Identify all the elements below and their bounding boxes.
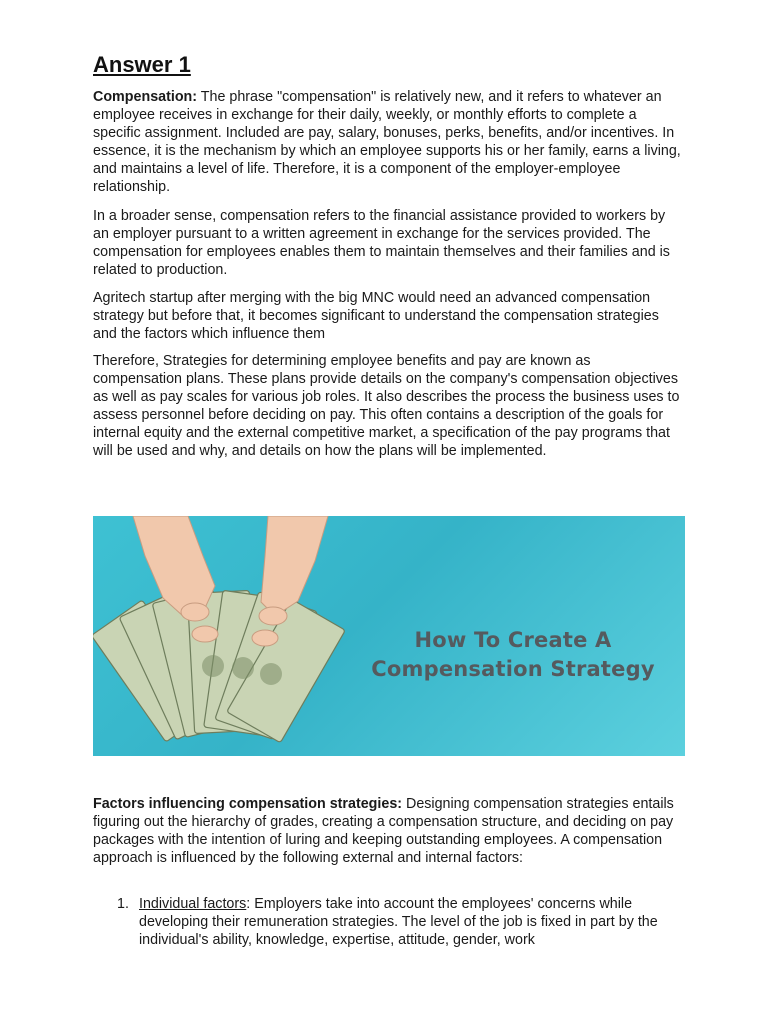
paragraph-compensation-plans: Therefore, Strategies for determining employee benefits and pay are known as compensation plans. These plans provide details on the company's compensation objectives as well as pay scales for various job roles. It also describes the process the business uses to assess personnel before deciding on pay. This often contains a description of the goals for internal equity and the external competitive market, a specification of the pay programs that will be used and why, and details on how the plans will be implemented.: [93, 353, 680, 459]
list-item-title: Individual factors: [139, 896, 247, 912]
list-item-number: 1.: [117, 896, 129, 912]
compensation-strategy-banner: [93, 516, 685, 756]
paragraph-factors: [93, 795, 683, 867]
compensation-lead: Compensation:: [93, 89, 198, 105]
banner-title-line2: Compensation Strategy: [371, 657, 655, 681]
list-item-text: : Employers take into account the employees' concerns while developing their remuneration strategies. The level of the job is fixed in part by the individual's ability, knowledge, expertise, attitude, gender, work: [139, 896, 658, 948]
page-heading: Answer 1: [93, 52, 191, 77]
banner-title-line1: How To Create A: [414, 628, 612, 652]
compensation-text: The phrase "compensation" is relatively new, and it refers to whatever an employee receives in exchange for their daily, weekly, or monthly efforts to complete a specific assignment. Included are pay, salary, bonuses, perks, benefits, and/or incentives. In essence, it is the mechanism by which an employee supports his or her family, earns a living, and maintains a level of life. Therefore, it is a component of the employer-employee relationship.: [93, 89, 681, 195]
paragraph-broader-sense: In a broader sense, compensation refers to the financial assistance provided to workers by an employer pursuant to a written agreement in exchange for the services provided. The compensation for employees enables them to maintain themselves and their families and is related to production.: [93, 208, 670, 278]
list-item-body: [139, 895, 669, 949]
factors-lead: Factors influencing compensation strategies:: [93, 796, 403, 812]
paragraph-agritech: Agritech startup after merging with the big MNC would need an advanced compensation strategy but before that, it becomes significant to understand the compensation strategies and the factors which influence them: [93, 290, 659, 342]
paragraph-compensation: [93, 88, 683, 196]
factors-text: Designing compensation strategies entails figuring out the hierarchy of grades, creating a compensation structure, and deciding on pay packages with the intention of luring and keeping outstanding employees. A compensation approach is influenced by the following external and internal factors:: [93, 796, 674, 866]
banner-title: [348, 626, 678, 684]
